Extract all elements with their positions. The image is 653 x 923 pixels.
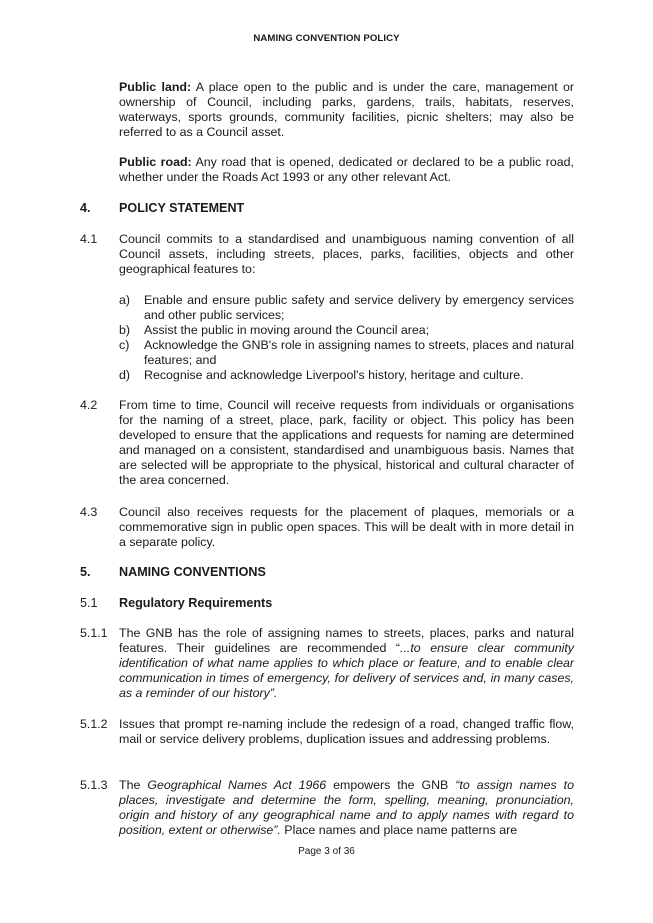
list-text: Assist the public in moving around the Council area;	[144, 323, 430, 337]
definition-public-road	[119, 155, 574, 185]
paragraph-4-1: Council commits to a standardised and unambiguous naming convention of all Council assets, including streets, places, parks, facilities, objects and other geographical features to:	[119, 232, 574, 276]
section-4-title: POLICY STATEMENT	[119, 201, 245, 215]
paragraph-number: 5.1.1	[80, 626, 108, 640]
paragraph-number: 5.1.2	[80, 717, 108, 731]
subsection-number: 5.1	[80, 596, 98, 610]
act-title: Geographical Names Act 1966	[147, 778, 327, 792]
paragraph-4-2: From time to time, Council will receive requests from individuals or organisations for the naming of a street, place, park, facility or object. This policy has been developed to ensure that the applications and requests for naming are determined and managed on a consistent, standardised and unambiguous basis. Names that are selected will be appropriate to the physical, historical and cultural character of the area concerned.	[119, 398, 574, 487]
paragraph-5-1-1	[119, 626, 574, 701]
page-number: Page 3 of 36	[298, 846, 355, 857]
paragraph-5-1-3	[119, 778, 574, 838]
section-5-title: NAMING CONVENTIONS	[119, 565, 266, 579]
paragraph-number: 4.2	[80, 398, 98, 412]
section-4-number: 4.	[80, 201, 91, 215]
list-letter: c)	[119, 338, 130, 352]
definition-term: Public road:	[119, 155, 192, 169]
list-text: Acknowledge the GNB's role in assigning names to streets, places and natural features; and	[144, 338, 574, 367]
definition-term: Public land:	[119, 80, 192, 94]
list-letter: b)	[119, 323, 131, 337]
quote-text: ...to ensure clear community identification of what name applies to which place or feature, and to enable clear communication in times of emergency, for delivery of services and, in many cases, as a reminder of our history”.	[119, 641, 574, 700]
list-letter: a)	[119, 293, 131, 307]
definition-text: Any road that is opened, dedicated or declared to be a public road, whether under the Roads Act 1993 or any other relevant Act.	[119, 155, 574, 184]
paragraph-5-1-2: Issues that prompt re-naming include the redesign of a road, changed traffic flow, mail or service delivery problems, duplication issues and addressing problems.	[119, 717, 574, 746]
paragraph-text: Place names and place name patterns are	[280, 823, 518, 837]
quote-text: “to assign names to places, investigate and determine the form, spelling, meaning, pronunciation, origin and history of any geographical name and to apply names with regard to position, extent or otherwise”.	[119, 778, 574, 837]
paragraph-text: empowers the GNB	[326, 778, 456, 792]
paragraph-number: 5.1.3	[80, 778, 108, 792]
list-text: Recognise and acknowledge Liverpool's history, heritage and culture.	[144, 368, 524, 382]
paragraph-number: 4.1	[80, 232, 98, 246]
subsection-title: Regulatory Requirements	[119, 596, 273, 610]
paragraph-text: The GNB has the role of assigning names to streets, places, parks and natural features. Their guidelines are recommended “	[119, 626, 574, 655]
definition-text: A place open to the public and is under the care, management or ownership of Council, including parks, gardens, trails, habitats, reserves, waterways, sports grounds, community facilities, picnic shelters; may also be referred to as a Council asset.	[119, 80, 575, 139]
list-letter: d)	[119, 368, 131, 382]
paragraph-4-3: Council also receives requests for the placement of plaques, memorials or a commemorative sign in public open spaces. This will be dealt with in more detail in a separate policy.	[119, 505, 574, 549]
definition-public-land	[119, 80, 574, 140]
list-text: Enable and ensure public safety and service delivery by emergency services and other public services;	[144, 293, 574, 322]
page-header: NAMING CONVENTION POLICY	[253, 33, 400, 44]
paragraph-number: 4.3	[80, 505, 98, 519]
paragraph-text: The	[119, 778, 148, 792]
section-5-number: 5.	[80, 565, 91, 579]
